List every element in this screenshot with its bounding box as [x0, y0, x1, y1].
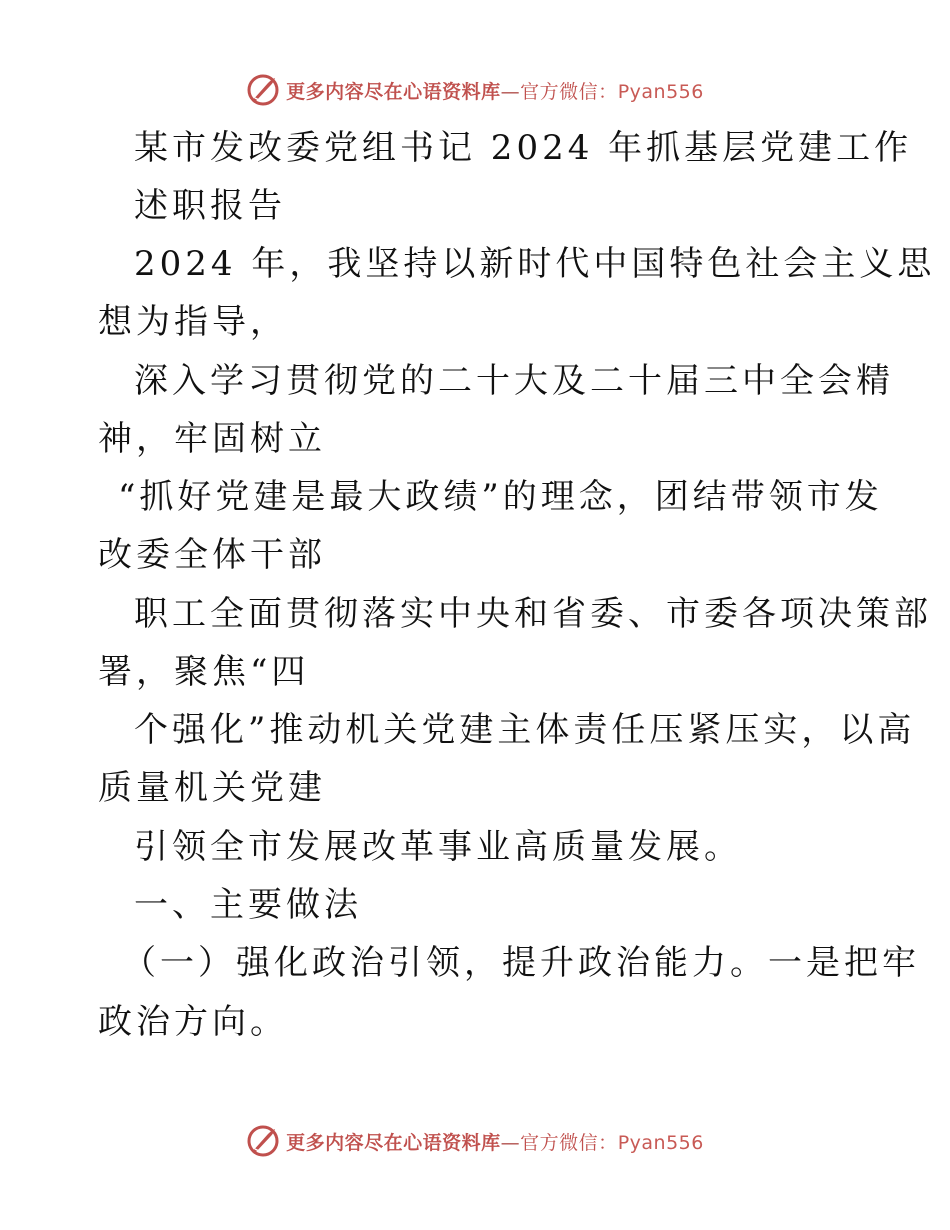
header-watermark: [0, 70, 950, 110]
quill-pen-logo-icon: [246, 73, 280, 107]
quill-pen-logo-icon: [246, 1124, 280, 1158]
body-line: 质量机关党建: [98, 768, 326, 808]
watermark-brand: 更多内容尽在心语资料库: [286, 1131, 501, 1154]
watermark-brand: 更多内容尽在心语资料库: [286, 80, 501, 103]
watermark-contact-id: Pyan556: [617, 1131, 704, 1154]
watermark-text: [286, 1128, 704, 1155]
watermark-contact-label: 官方微信：: [520, 1131, 618, 1154]
body-line: 政治方向。: [98, 1002, 288, 1042]
body-line: 引领全市发展改革事业高质量发展。: [134, 827, 742, 867]
subsection-heading-line: （一）强化政治引领，提升政治能力。一是把牢: [122, 943, 920, 983]
body-line: 想为指导，: [98, 302, 288, 342]
watermark-separator: —: [500, 80, 521, 103]
body-line: 个强化”推动机关党建主体责任压紧压实，以高: [134, 710, 916, 750]
watermark-text: [286, 77, 704, 104]
body-line: 神，牢固树立: [98, 419, 326, 459]
body-line: 职工全面贯彻落实中央和省委、市委各项决策部: [134, 594, 932, 634]
section-heading: 一、主要做法: [134, 885, 362, 925]
footer-watermark: [0, 1121, 950, 1161]
document-title-line-2: 述职报告: [134, 186, 286, 226]
body-line: 2024 年，我坚持以新时代中国特色社会主义思: [134, 244, 936, 284]
body-line: “抓好党建是最大政绩”的理念，团结带领市发: [118, 477, 883, 517]
body-line: 改委全体干部: [98, 535, 326, 575]
watermark-separator: —: [500, 1131, 521, 1154]
watermark-contact-id: Pyan556: [617, 80, 704, 103]
document-title-line-1: 某市发改委党组书记 2024 年抓基层党建工作: [134, 128, 913, 168]
watermark-contact-label: 官方微信：: [520, 80, 618, 103]
body-line: 署，聚焦“四: [98, 652, 310, 692]
body-line: 深入学习贯彻党的二十大及二十届三中全会精: [134, 361, 894, 401]
